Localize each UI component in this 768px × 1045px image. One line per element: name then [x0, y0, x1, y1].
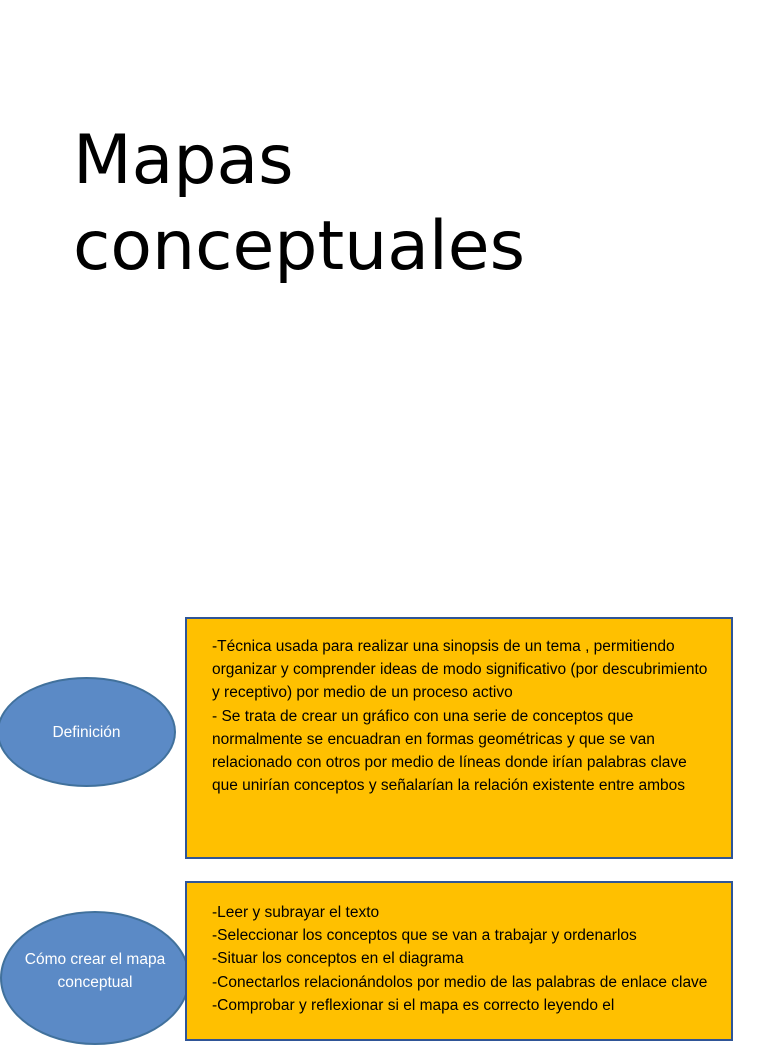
definition-box — [185, 617, 733, 859]
how-to-steps-list — [212, 901, 713, 1017]
definition-paragraph-2: - Se trata de crear un gráfico con una serie de conceptos que normalmente se encuadran en formas geométricas y que se van relacionado con otros por medio de líneas donde irían palabras clave que unirían conceptos y señalarían la relación existente entre ambos — [212, 707, 687, 795]
slide-title — [73, 118, 713, 290]
how-to-step: -Leer y subrayar el texto — [212, 904, 380, 921]
definition-paragraph-1: -Técnica usada para realizar una sinopsis de un tema , permitiendo organizar y comprender ideas de modo significativo (por descubrimiento y receptivo) por medio de un proceso activo — [212, 638, 708, 702]
how-to-step: -Comprobar y reflexionar si el mapa es correcto leyendo el — [212, 996, 615, 1014]
slide-title-line-1: Mapas — [73, 121, 294, 200]
how-to-oval — [0, 911, 190, 1045]
how-to-step: -Seleccionar los conceptos que se van a trabajar y ordenarlos — [212, 927, 637, 945]
definition-oval-label: Definición — [52, 723, 121, 741]
how-to-box — [185, 881, 733, 1041]
how-to-oval-label: Cómo crear el mapa conceptual — [24, 951, 166, 991]
slide-title-line-2: conceptuales — [73, 207, 526, 286]
how-to-step: -Situar los conceptos en el diagrama — [212, 950, 464, 968]
definition-oval — [0, 677, 176, 787]
how-to-step: -Conectarlos relacionándolos por medio de las palabras de enlace clave — [212, 973, 708, 991]
